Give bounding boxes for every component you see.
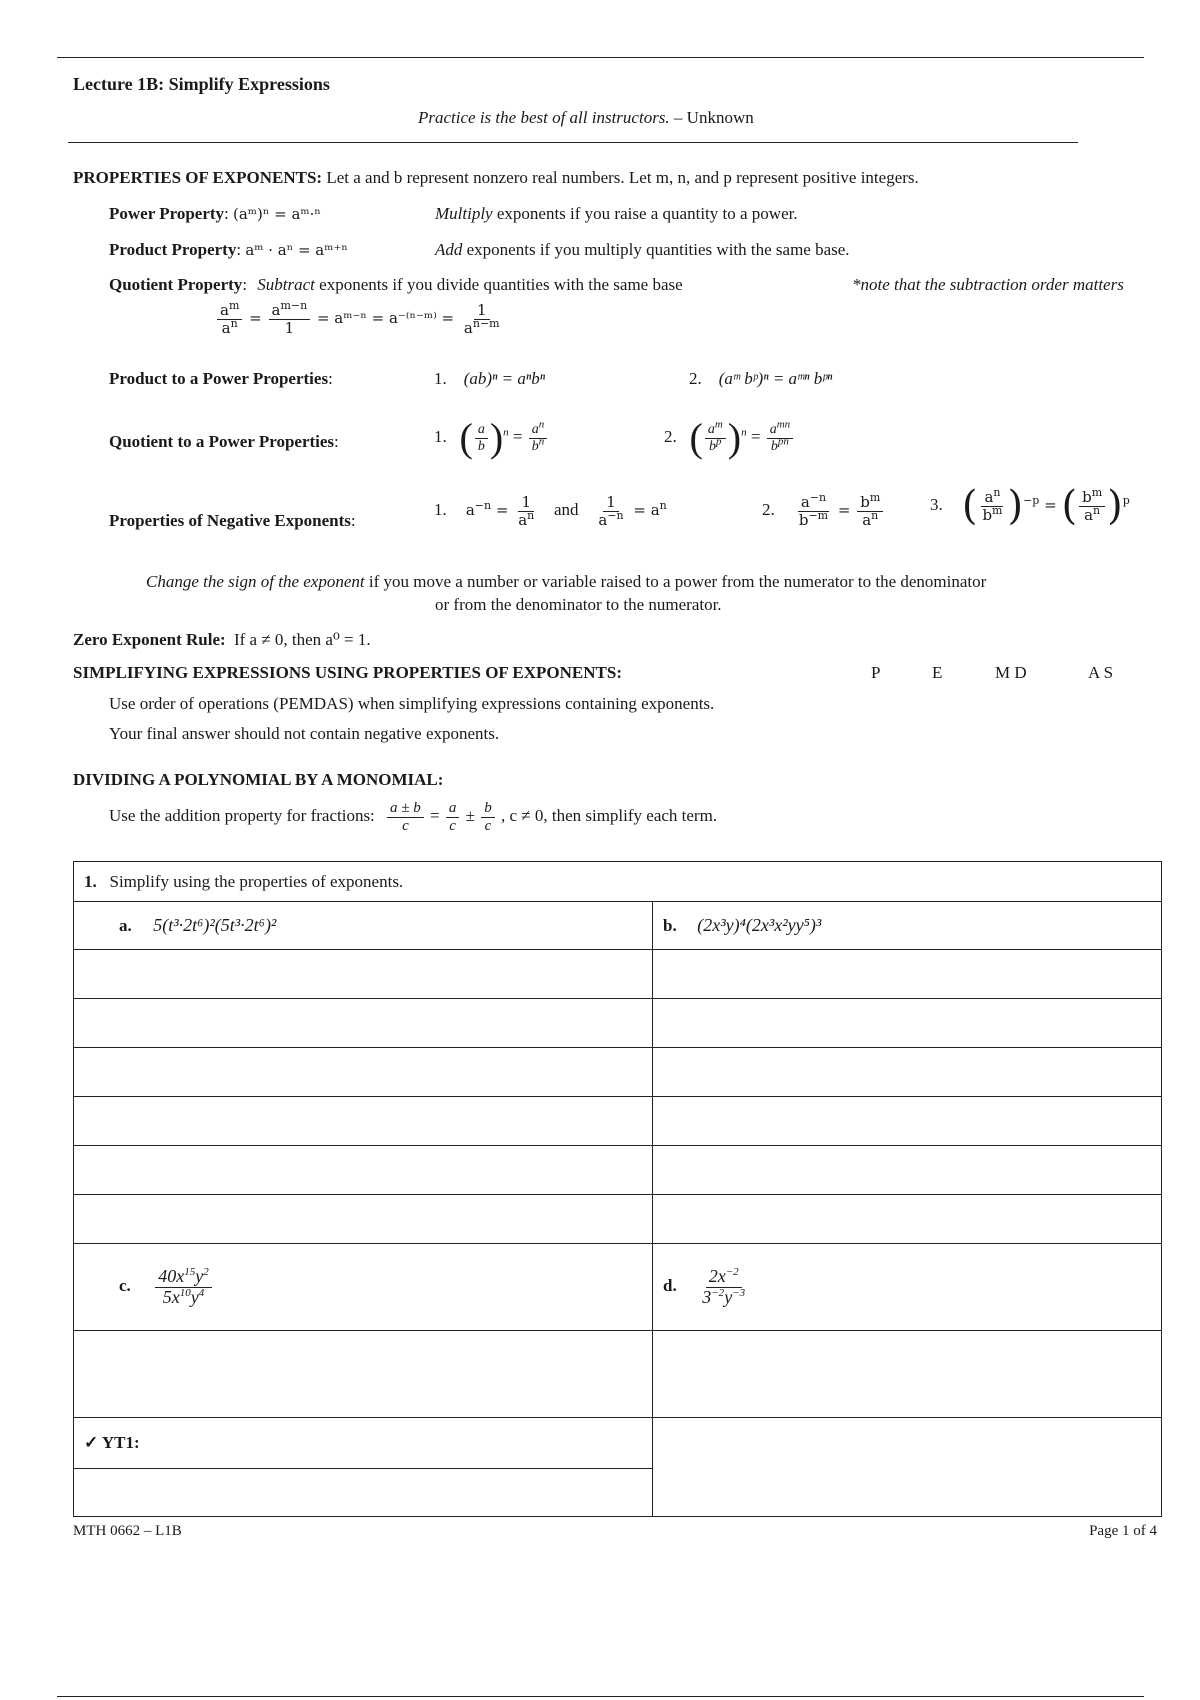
work-cell-right[interactable]	[653, 1195, 1162, 1244]
problem-instruction-cell	[74, 862, 1162, 902]
quotient-property-row: Quotient Property: Subtract exponents if you divide quantities with the same base	[109, 275, 683, 294]
yt1-work-area-right[interactable]	[653, 1418, 1162, 1517]
worksheet-table	[73, 861, 1162, 1517]
product-power-formula1: (ab)ⁿ = aⁿbⁿ	[463, 369, 546, 388]
change-sign-italic: Change the sign of the exponent	[146, 572, 365, 591]
bottom-rule	[57, 1696, 1144, 1697]
problem-b-cell	[653, 902, 1162, 950]
negative-item2: 2. $\frac{a^{-n}}{b^{-m}}$ = $\frac{b^m}{a^n}$	[762, 494, 885, 528]
work-cell-right[interactable]	[653, 1146, 1162, 1195]
work-cell-right[interactable]	[653, 1048, 1162, 1097]
frac-1-anm: $\frac{1}{a^{n-m}}$	[463, 301, 500, 337]
quote-text: Practice is the best of all instructors.	[418, 108, 670, 127]
properties-heading-line	[73, 168, 919, 188]
yt1-work-area[interactable]	[74, 1469, 653, 1517]
top-rule	[57, 57, 1144, 58]
dividing-row: Use the addition property for fractions: $\frac{a \pm b}{c}$ = $\frac{a}{c}$ ± $\frac{b}{c}$ , c ≠ 0, then simplify each term.	[109, 800, 718, 834]
problem-c-cell	[74, 1244, 653, 1331]
problem-c-label: c.	[119, 1275, 131, 1295]
work-cell-right[interactable]	[653, 999, 1162, 1048]
problem-b-label: b.	[663, 916, 677, 935]
change-sign-line1	[146, 572, 986, 592]
dividing-text-before: Use the addition property for fractions:	[109, 805, 375, 825]
quotient-formula: $\frac{a^m}{a^n}$ = $\frac{a^{m-n}}{1}$ = aᵐ⁻ⁿ = a⁻⁽ⁿ⁻ᵐ⁾ = $\frac{1}{a^{n-m}}$	[215, 302, 505, 336]
negative-exponents-name: Properties of Negative Exponents:	[109, 511, 356, 530]
frac-amn-1: $\frac{a^{m-n}}{1}$	[269, 302, 311, 336]
product-rule-verb: Add	[435, 240, 463, 259]
change-sign-text1: if you move a number or variable raised to a power from the numerator to the denominator	[368, 572, 987, 591]
product-property-rule	[435, 240, 850, 260]
zero-exponent-row	[73, 630, 371, 650]
work-cell-left[interactable]	[74, 1146, 653, 1195]
yt1-cell	[74, 1418, 653, 1469]
zero-exponent-label: Zero Exponent Rule:	[73, 630, 226, 649]
quotient-power-name: Quotient to a Power Properties:	[109, 432, 339, 451]
power-property-formula: (aᵐ)ⁿ = aᵐ·ⁿ	[233, 205, 321, 223]
problem-c-expr: $\frac{40x^{15}y^2}{5x^{10}y^4}$	[155, 1267, 212, 1308]
work-cell-left[interactable]	[74, 1097, 653, 1146]
simplifying-line1: Use order of operations (PEMDAS) when simplifying expressions containing exponents.	[109, 694, 715, 713]
problem-a-expr: 5(t³·2t⁶)²(5t³·2t⁶)²	[153, 915, 277, 935]
dividing-text-after: , c ≠ 0, then simplify each term.	[500, 805, 718, 825]
product-power-item1: 1. (ab)ⁿ = aⁿbⁿ	[434, 369, 546, 388]
quotient-rule-verb: Subtract	[257, 275, 315, 294]
problem-number: 1.	[84, 871, 97, 891]
simplifying-heading: SIMPLIFYING EXPRESSIONS USING PROPERTIES OF EXPONENTS:	[73, 663, 623, 682]
footer-page: Page 1 of 4	[1089, 1523, 1157, 1539]
header-rule	[68, 142, 1078, 143]
zero-exponent-text: If a ≠ 0, then a⁰ = 1.	[233, 630, 371, 649]
product-power-name: Product to a Power Properties:	[109, 369, 333, 388]
quote-author: – Unknown	[673, 108, 754, 127]
page-title: Lecture 1B: Simplify Expressions	[73, 74, 330, 94]
power-property-rule	[435, 204, 798, 224]
pemdas-p: P	[871, 663, 881, 682]
product-property-formula: aᵐ · aⁿ = aᵐ⁺ⁿ	[245, 241, 348, 259]
power-rule-text: exponents if you raise a quantity to a power.	[496, 204, 798, 223]
work-cell-left[interactable]	[74, 950, 653, 999]
product-power-item2: 2. (aᵐ bᵖ)ⁿ = aᵐⁿ bᵖⁿ	[689, 369, 833, 388]
product-power-formula2: (aᵐ bᵖ)ⁿ = aᵐⁿ bᵖⁿ	[718, 369, 833, 388]
power-property-name: Power Property	[109, 204, 225, 223]
work-cell-left[interactable]	[74, 1331, 653, 1418]
power-rule-verb: Multiply	[435, 204, 493, 223]
power-property-row: Power Property: (aᵐ)ⁿ = aᵐ·ⁿ	[109, 204, 321, 223]
dividing-heading: DIVIDING A POLYNOMIAL BY A MONOMIAL:	[73, 770, 444, 789]
change-sign-line2: or from the denominator to the numerator.	[435, 595, 722, 614]
work-cell-right[interactable]	[653, 1331, 1162, 1418]
problem-d-expr: $\frac{2x^{-2}}{3^{-2}y^{-3}}$	[702, 1265, 746, 1307]
work-cell-right[interactable]	[653, 950, 1162, 999]
problem-d-label: d.	[663, 1275, 677, 1295]
problem-instruction: Simplify using the properties of exponents.	[109, 871, 404, 891]
product-rule-text: exponents if you multiply quantities with the same base.	[466, 240, 850, 259]
product-property-row: Product Property: aᵐ · aⁿ = aᵐ⁺ⁿ	[109, 240, 348, 259]
quotient-power-item2: 2. ( $\frac{a^m}{b^p}$ )$^n$ = $\frac{a^{mn}}{b^{pn}}$	[664, 418, 795, 458]
quote	[418, 108, 754, 128]
work-cell-left[interactable]	[74, 1195, 653, 1244]
negative-item3: 3. ( $\frac{a^n}{b^m}$ )$^{-p}$ = ( $\frac{b^m}{a^n}$ )$^p$	[930, 483, 1130, 529]
work-cell-right[interactable]	[653, 1097, 1162, 1146]
properties-heading: PROPERTIES OF EXPONENTS:	[73, 168, 323, 187]
frac-am-an: $\frac{a^m}{a^n}$	[217, 302, 242, 336]
problem-a-cell	[74, 902, 653, 950]
properties-intro: Let a and b represent nonzero real numbers. Let m, n, and p represent positive integers.	[326, 168, 919, 187]
problem-a-label: a.	[119, 916, 132, 935]
quotient-power-item1: 1. ( $\frac{a}{b}$ )$^n$ = $\frac{a^n}{b^n}$	[434, 418, 549, 458]
pemdas-as: A S	[1088, 663, 1114, 682]
quotient-property-name: Quotient Property	[109, 275, 243, 294]
pemdas-e: E	[932, 663, 943, 682]
quotient-chain: = aᵐ⁻ⁿ = a⁻⁽ⁿ⁻ᵐ⁾ =	[316, 309, 455, 327]
problem-b-expr: (2x³y)⁴(2x³x²yy⁵)³	[697, 915, 822, 935]
pemdas-md: M D	[995, 663, 1027, 682]
work-cell-left[interactable]	[74, 1048, 653, 1097]
product-property-name: Product Property	[109, 240, 237, 259]
negative-item1: 1. $a^{-n}$ = $\frac{1}{a^n}$ and $\frac{1}{a^{-n}}$ = $a^n$	[434, 493, 667, 529]
yt1-label: ✓ YT1:	[84, 1433, 140, 1452]
quotient-note: *note that the subtraction order matters	[852, 275, 1124, 294]
simplifying-line2: Your final answer should not contain negative exponents.	[109, 724, 500, 743]
work-cell-left[interactable]	[74, 999, 653, 1048]
footer-course: MTH 0662 – L1B	[73, 1523, 182, 1539]
problem-d-cell	[653, 1244, 1162, 1331]
quotient-rule-text: exponents if you divide quantities with the same base	[319, 275, 683, 294]
